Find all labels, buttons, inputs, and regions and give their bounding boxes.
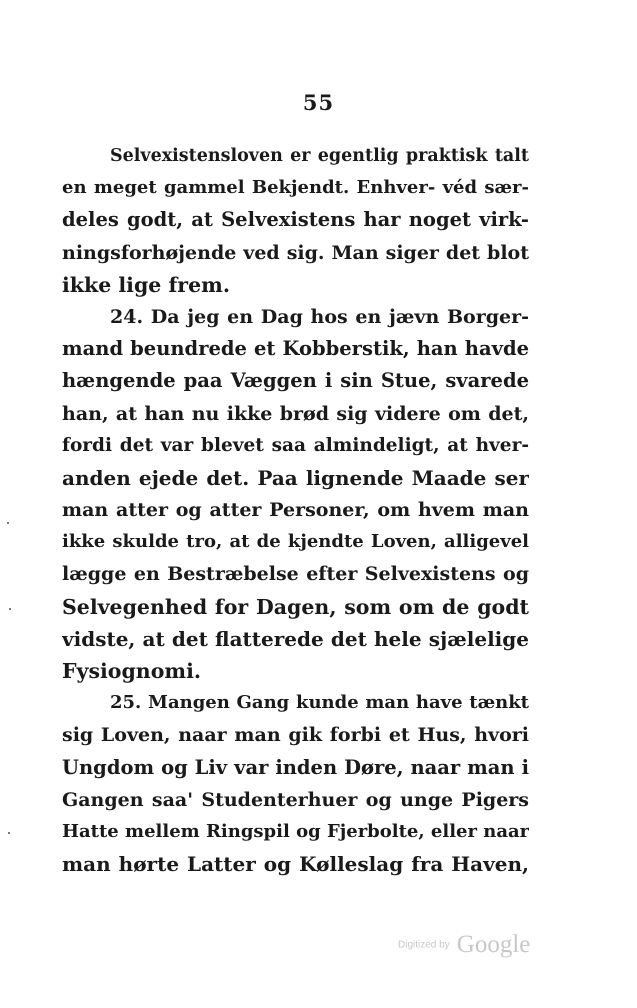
text-line: mand beundrede et Kobberstik, han havde: [62, 337, 529, 361]
text-line: Selvexistensloven er egentlig praktisk talt: [110, 146, 529, 166]
text-line: 25. Mangen Gang kunde man have tænkt: [110, 692, 529, 714]
text-line: Gangen saa' Studenterhuer og unge Pigers: [62, 788, 529, 811]
margin-speck: [9, 608, 11, 610]
google-logo: Google: [456, 931, 531, 958]
text-line: han, at han nu ikke brød sig videre om det,: [62, 402, 529, 425]
text-line: Selvegenhed for Dagen, som om de godt: [62, 594, 529, 619]
body-text: [62, 140, 529, 880]
text-line: en meget gammel Bekjendt. Enhver- véd sær-: [62, 177, 529, 199]
text-line: anden ejede det. Paa lignende Maade ser: [62, 465, 529, 490]
margin-speck: [7, 522, 9, 524]
text-line: 24. Da jeg en Dag hos en jævn Borger-: [110, 305, 529, 328]
text-line: fordi det var blevet saa almindeligt, at hver-: [62, 434, 529, 456]
text-line: hængende paa Væggen i sin Stue, svarede: [62, 369, 529, 393]
text-line: lægge en Bestræbelse efter Selvexistens og: [62, 563, 529, 586]
text-line: ikke skulde tro, at de kjendte Loven, alligevel: [62, 531, 529, 553]
page-number: 55: [302, 90, 335, 115]
text-line: Hatte mellem Ringspil og Fjerbolte, eller naar: [62, 820, 529, 842]
text-line: ningsforhøjende ved sig. Man siger det blot: [62, 241, 529, 264]
text-line: deles godt, at Selvexistens har noget virk-: [62, 208, 529, 232]
text-line: Fysiognomi.: [62, 659, 201, 683]
watermark-prefix: Digitized by: [398, 939, 450, 951]
text-line: ikke lige frem.: [62, 272, 230, 297]
digitized-by-google-watermark: [398, 931, 531, 961]
text-line: sig Loven, naar man gik forbi et Hus, hvori: [62, 724, 529, 747]
text-line: man atter og atter Personer, om hvem man: [62, 499, 529, 522]
margin-speck: [8, 832, 10, 834]
text-line: man hørte Latter og Kølleslag fra Haven,: [62, 852, 529, 877]
text-line: vidste, at det flatterede det hele sjælelige: [62, 626, 529, 651]
text-line: Ungdom og Liv var inden Døre, naar man i: [62, 755, 529, 779]
